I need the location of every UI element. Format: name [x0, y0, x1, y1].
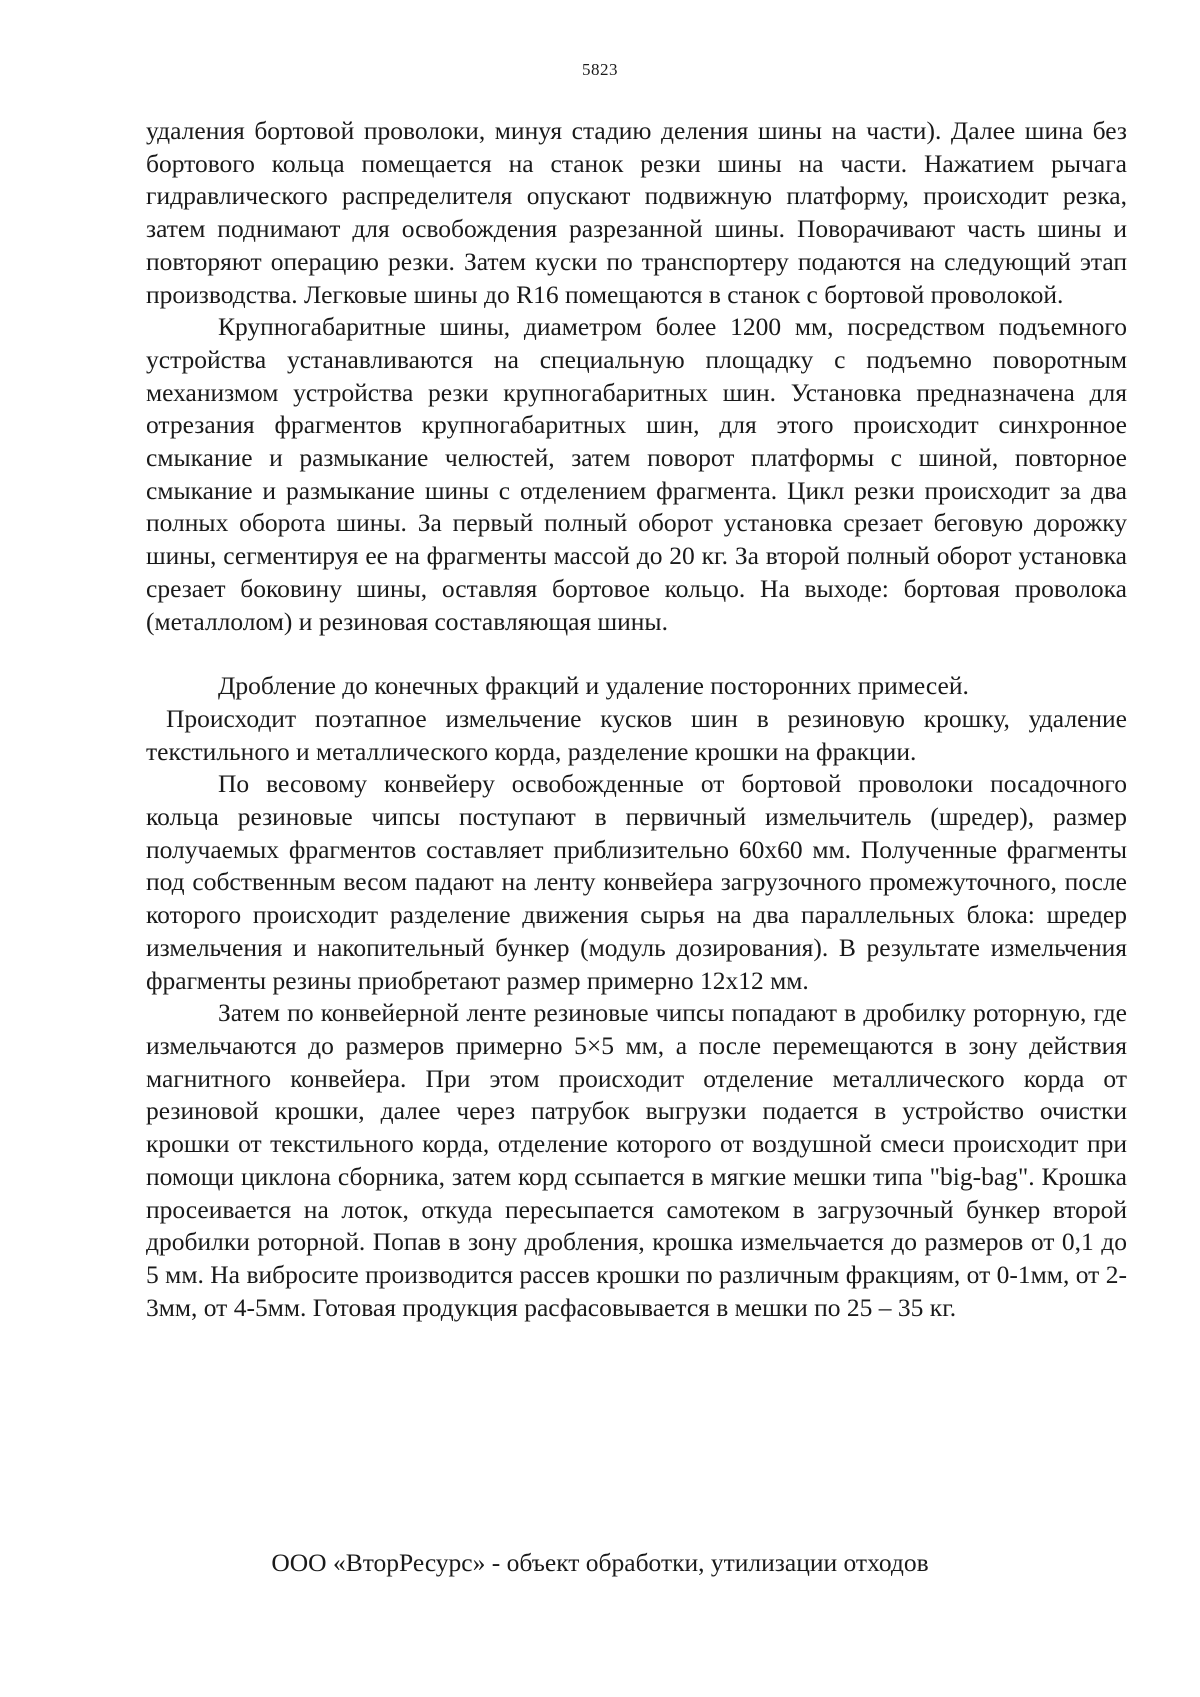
section-heading-crushing: Дробление до конечных фракций и удаление посторонних примесей. [218, 671, 969, 701]
paragraph-shredder: По весовому конвейеру освобожденные от бортовой проволоки посадочного кольца резиновые чипсы поступают в первичный измельчитель (шредер), размер получаемых фрагментов составляет приблизительно 60х60 мм. Полученные фрагменты под собственным весом падают на ленту конвейера загрузочного промежуточного, после которого происходит разделение движения сырья на два параллельных блока: шредер измельчения и накопительный бункер (модуль дозирования). В результате измельчения фрагменты резины приобретают размер примерно 12х12 мм. [146, 769, 1127, 995]
page-number: 5823 [582, 60, 618, 79]
page-footer: ООО «ВторРесурс» - объект обработки, утилизации отходов [271, 1548, 929, 1577]
body-text [146, 115, 1127, 1324]
paragraph-rotary-crusher: Затем по конвейерной ленте резиновые чипсы попадают в дробилку роторную, где измельчаются до размеров примерно 5×5 мм, а после перемещаются в зону действия магнитного конвейера. При этом происходит отделение металлического корда от резиновой крошки, далее через патрубок выгрузки подается в устройство очистки крошки от текстильного корда, отделение которого от воздушной смеси происходит при помощи циклона сборника, затем корд ссыпается в мягкие мешки типа "big-bag". Крошка просеивается на лоток, откуда пересыпается самотеком в загрузочный бункер второй дробилки роторной. Попав в зону дробления, крошка измельчается до размеров от 0,1 до 5 мм. На вибросите производится рассев крошки по различным фракциям, от 0-1мм, от 2-3мм, от 4-5мм. Готовая продукция расфасовывается в мешки по 25 – 35 кг. [146, 998, 1127, 1322]
paragraph-large-tires: Крупногабаритные шины, диаметром более 1200 мм, посредством подъемного устройства устанавливаются на специальную площадку с подъемно поворотным механизмом устройства резки крупногабаритных шин. Установка предназначена для отрезания фрагментов крупногабаритных шин, для этого происходит синхронное смыкание и размыкание челюстей, затем поворот платформы с шиной, повторное смыкание и размыкание шины с отделением фрагмента. Цикл резки происходит за два полных оборота шины. За первый полный оборот установка срезает беговую дорожку шины, сегментируя ее на фрагменты массой до 20 кг. За второй полный оборот установка срезает боковину шины, оставляя бортовое кольцо. На выходе: бортовая проволока (металлолом) и резиновая составляющая шины. [146, 312, 1127, 636]
paragraph-crushing-summary: Происходит поэтапное измельчение кусков шин в резиновую крошку, удаление текстильного и металлического корда, разделение крошки на фракции. [146, 703, 1127, 766]
paragraph-continuation: удаления бортовой проволоки, минуя стадию деления шины на части). Далее шина без бортового кольца помещается на станок резки шины на части. Нажатием рычага гидравлического распределителя опускают подвижную платформу, происходит резка, затем поднимают для освобождения разрезанной шины. Поворачивают часть шины и повторяют операцию резки. Затем куски по транспортеру подаются на следующий этап производства. Легковые шины до R16 помещаются в станок с бортовой проволокой. [146, 116, 1127, 309]
